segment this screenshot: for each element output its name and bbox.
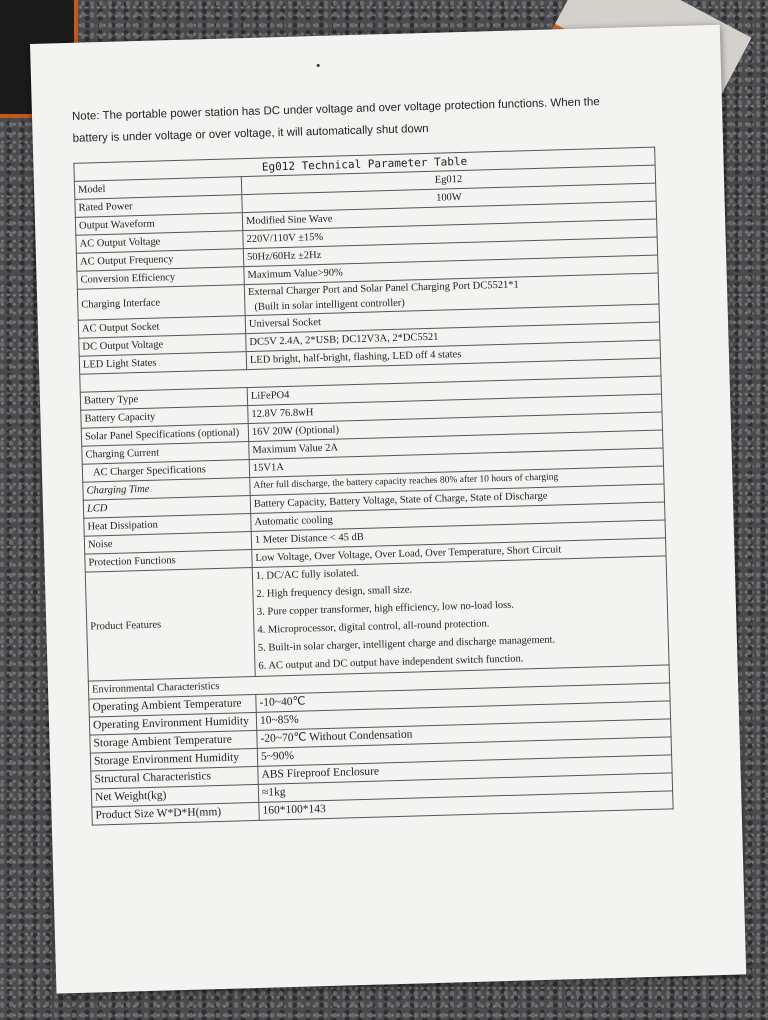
row-value: DC5V 2.4A, 2*USB; DC12V3A, 2*DC5521 (246, 322, 660, 352)
feature-item: 6. AC output and DC output have independent switch function. (258, 653, 524, 672)
row-label: Battery Type (80, 388, 247, 411)
row-value: ≈1kg (258, 773, 672, 803)
row-value: 50Hz/60Hz ±2Hz (243, 237, 657, 267)
row-label: Operating Environment Humidity (89, 712, 256, 735)
feature-item: 5. Built-in solar charger, intelligent charge and discharge management. (257, 634, 556, 654)
row-label: Operating Ambient Temperature (89, 694, 256, 717)
row-value: LED bright, half-bright, flashing, LED off 4 states (246, 340, 660, 370)
row-label: Product Size W*D*H(mm) (92, 802, 259, 825)
row-label: Output Waveform (75, 213, 242, 236)
row-label: AC Output Socket (78, 316, 245, 339)
spec-sheet (30, 25, 746, 994)
row-value-line: (Built in solar intelligent controller) (254, 297, 406, 313)
row-value: Maximum Value>90% (244, 255, 658, 285)
row-label: Storage Environment Humidity (90, 748, 257, 771)
row-label: DC Output Voltage (79, 334, 246, 357)
row-label: Charging Current (82, 442, 249, 465)
row-label: AC Output Frequency (76, 249, 243, 272)
row-label: Product Features (85, 567, 255, 681)
row-label: Net Weight(kg) (91, 784, 258, 807)
row-label: Battery Capacity (81, 406, 248, 429)
row-value-line: External Charger Port and Solar Panel Charging Port DC5521*1 (247, 279, 519, 299)
row-value: -10~40℃ (256, 683, 670, 713)
row-value: 10~85% (256, 701, 670, 731)
feature-item: 2. High frequency design, small size. (256, 584, 413, 600)
row-value: Maximum Value 2A (249, 430, 663, 460)
row-value: 1 Meter Distance < 45 dB (251, 520, 665, 550)
row-label: Heat Dissipation (84, 514, 251, 537)
row-label: Charging Interface (77, 285, 245, 321)
row-value: 12.8V 76.8wH (248, 394, 662, 424)
row-label: Conversion Efficiency (77, 267, 244, 290)
row-value: Eg012 (241, 165, 655, 195)
row-value: Modified Sine Wave (242, 201, 656, 231)
row-label: AC Output Voltage (76, 231, 243, 254)
row-value: Automatic cooling (251, 502, 665, 532)
row-label: Protection Functions (85, 550, 252, 573)
row-value: Battery Capacity, Battery Voltage, State of Charge, State of Discharge (250, 484, 664, 514)
feature-item: 1. DC/AC fully isolated. (255, 568, 360, 582)
row-value: ABS Fireproof Enclosure (258, 755, 672, 785)
row-value: Universal Socket (245, 304, 659, 334)
feature-item: 3. Pure copper transformer, high efficiency, low no-load loss. (256, 599, 515, 618)
row-value: LiFePO4 (247, 376, 661, 406)
row-label: Noise (84, 532, 251, 555)
printer-dot (317, 64, 320, 67)
row-value: -20~70℃ Without Condensation (257, 719, 671, 749)
parameter-table (73, 147, 673, 826)
table-row (85, 556, 669, 681)
row-value: 5~90% (257, 737, 671, 767)
row-value: 100W (242, 183, 656, 213)
row-value: 16V 20W (Optional) (248, 412, 662, 442)
row-value (252, 556, 669, 677)
row-label: Charging Time (83, 478, 250, 501)
row-value: 15V1A (249, 448, 663, 478)
row-label: AC Charger Specifications (82, 460, 249, 483)
table-title: Eg012 Technical Parameter Table (74, 147, 655, 181)
row-value: After full discharge, the battery capacity reaches 80% after 10 hours of charging (250, 466, 664, 496)
row-value: 160*100*143 (259, 791, 673, 821)
row-value: 220V/110V ±15% (243, 219, 657, 249)
row-label: LCD (83, 496, 250, 519)
row-label: Rated Power (75, 195, 242, 218)
feature-item: 4. Microprocessor, digital control, all-round protection. (257, 618, 490, 636)
row-label: Solar Panel Specifications (optional) (81, 424, 248, 447)
row-label: Model (74, 177, 241, 200)
note-text: Note: The portable power station has DC under voltage and over voltage protection functions. When the battery is under voltage or over voltage, it will automatically shut down (71, 96, 600, 145)
section-heading: Environmental Characteristics (88, 665, 669, 699)
row-label: Storage Ambient Temperature (90, 730, 257, 753)
row-label: Structural Characteristics (91, 766, 258, 789)
row-value: Low Voltage, Over Voltage, Over Load, Over Temperature, Short Circuit (252, 538, 666, 568)
row-label: LED Light States (79, 352, 246, 375)
